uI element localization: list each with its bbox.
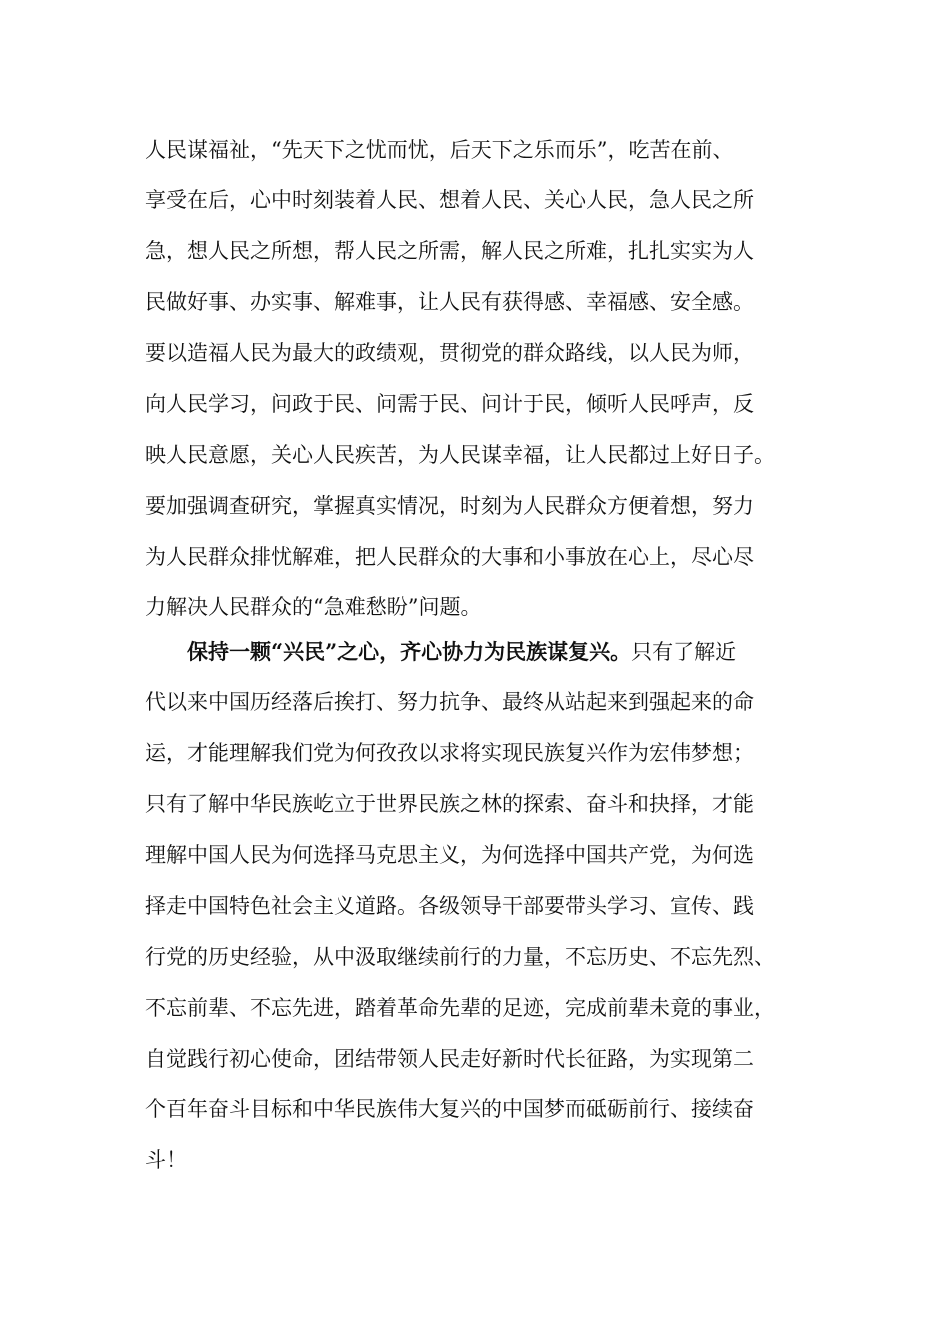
paragraph-1-line: 急，想人民之所想，帮人民之所需，解人民之所难，扎扎实实为人 — [145, 239, 754, 263]
paragraph-2-line: 斗！ — [145, 1148, 187, 1172]
paragraph-2-first-text: 只有了解近 — [631, 640, 737, 664]
paragraph-1-line: 映人民意愿，关心人民疾苦，为人民谋幸福，让人民都过上好日子。 — [145, 443, 775, 467]
paragraph-2-first-line — [187, 637, 736, 667]
paragraph-2-heading: 保持一颗“兴民”之心，齐心协力为民族谋复兴。 — [187, 639, 632, 664]
paragraph-2-line: 择走中国特色社会主义道路。各级领导干部要带头学习、宣传、践 — [145, 894, 754, 918]
paragraph-1-line: 力解决人民群众的“急难愁盼”问题。 — [145, 595, 482, 619]
paragraph-1-line: 民做好事、办实事、解难事，让人民有获得感、幸福感、安全感。 — [145, 290, 754, 314]
paragraph-2-line: 行党的历史经验，从中汲取继续前行的力量，不忘历史、不忘先烈、 — [145, 945, 775, 969]
paragraph-1-line: 要以造福人民为最大的政绩观，贯彻党的群众路线，以人民为师， — [145, 341, 754, 365]
paragraph-2-line: 运，才能理解我们党为何孜孜以求将实现民族复兴作为宏伟梦想； — [145, 741, 754, 765]
paragraph-1-line: 为人民群众排忧解难，把人民群众的大事和小事放在心上，尽心尽 — [145, 545, 754, 569]
paragraph-2-line: 自觉践行初心使命，团结带领人民走好新时代长征路，为实现第二 — [145, 1047, 754, 1071]
paragraph-1-line: 人民谋福祉，“先天下之忧而忧，后天下之乐而乐”，吃苦在前、 — [145, 138, 734, 162]
paragraph-1-line: 享受在后，心中时刻装着人民、想着人民、关心人民，急人民之所 — [145, 188, 754, 212]
paragraph-2-line: 不忘前辈、不忘先进，踏着革命先辈的足迹，完成前辈未竟的事业， — [145, 996, 775, 1020]
paragraph-2-line: 个百年奋斗目标和中华民族伟大复兴的中国梦而砥砺前行、接续奋 — [145, 1097, 754, 1121]
paragraph-2-line: 只有了解中华民族屹立于世界民族之林的探索、奋斗和抉择，才能 — [145, 792, 754, 816]
paragraph-2-line: 理解中国人民为何选择马克思主义，为何选择中国共产党，为何选 — [145, 843, 754, 867]
paragraph-2-line: 代以来中国历经落后挨打、努力抗争、最终从站起来到强起来的命 — [145, 690, 754, 714]
paragraph-1-line: 要加强调查研究，掌握真实情况，时刻为人民群众方便着想，努力 — [145, 494, 754, 518]
paragraph-1-line: 向人民学习，问政于民、问需于民、问计于民，倾听人民呼声，反 — [145, 392, 754, 416]
